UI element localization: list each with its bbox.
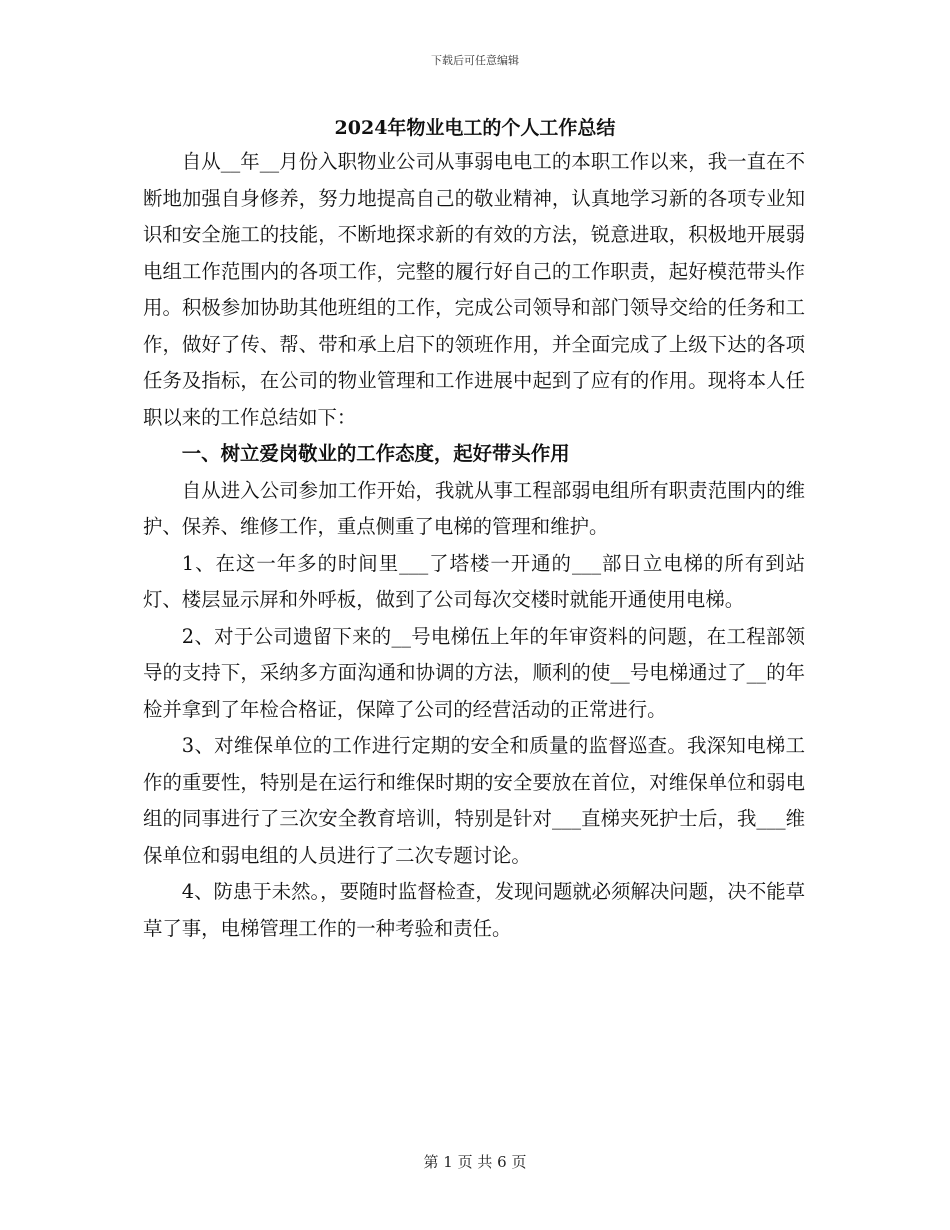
paragraph-section-1-intro: 自从进入公司参加工作开始，我就从事工程部弱电组所有职责范围内的维护、保养、维修工作，重点侧重了电梯的管理和维护。 xyxy=(143,478,805,538)
paragraph-intro: 自从__年__月份入职物业公司从事弱电电工的本职工作以来，我一直在不断地加强自身修养，努力地提高自己的敬业精神，认真地学习新的各项专业知识和安全施工的技能，不断地探求新的有效的方法，锐意进取，积极地开展弱电组工作范围内的各项工作，完整的履行好自己的工作职责，起好模范带头作用。积极参加协助其他班组的工作，完成公司领导和部门领导交给的任务和工作，做好了传、帮、带和承上启下的领班作用，并全面完成了上级下达的各项任务及指标，在公司的物业管理和工作进展中起到了应有的作用。现将本人任职以来的工作总结如下： xyxy=(143,150,805,429)
page-number: 第 1 页 共 6 页 xyxy=(423,1153,527,1171)
paragraph-item-1: 1、在这一年多的时间里___了塔楼一开通的___部日立电梯的所有到站灯、楼层显示屏和外呼板，做到了公司每次交楼时就能开通使用电梯。 xyxy=(143,551,805,611)
paragraph-item-3: 3、对维保单位的工作进行定期的安全和质量的监督巡查。我深知电梯工作的重要性，特别是在运行和维保时期的安全要放在首位，对维保单位和弱电组的同事进行了三次安全教育培训，特别是针对___直梯夹死护士后，我___维保单位和弱电组的人员进行了二次专题讨论。 xyxy=(143,734,805,867)
document-title: 2024年物业电工的个人工作总结 xyxy=(334,117,616,139)
document-body xyxy=(143,144,805,947)
section-heading-1: 一、树立爱岗敬业的工作态度，起好带头作用 xyxy=(181,442,570,465)
paragraph-item-2: 2、对于公司遗留下来的__号电梯伍上年的年审资料的问题，在工程部领导的支持下，采纳多方面沟通和协调的方法，顺利的使__号电梯通过了__的年检并拿到了年检合格证，保障了公司的经营活动的正常进行。 xyxy=(143,624,805,721)
page-header-note: 下载后可任意编辑 xyxy=(431,54,519,67)
paragraph-item-4: 4、防患于未然。，要随时监督检查，发现问题就必须解决问题，决不能草草了事，电梯管理工作的一种考验和责任。 xyxy=(143,880,805,940)
